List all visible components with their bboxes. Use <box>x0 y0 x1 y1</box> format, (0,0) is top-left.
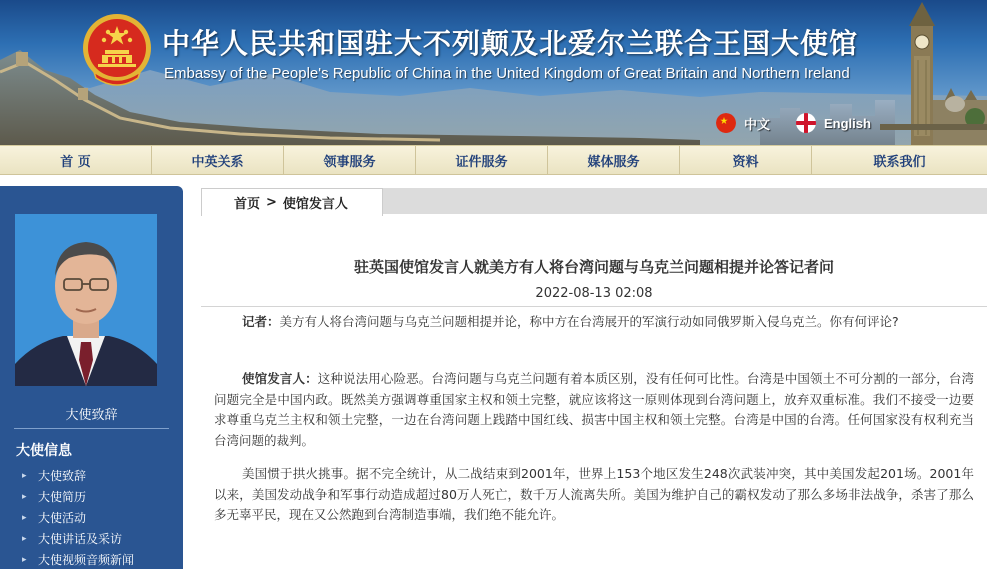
speaker-label-spokesperson: 使馆发言人： <box>242 371 318 386</box>
paragraph-text: 这种说法用心险恶。台湾问题与乌克兰问题有着本质区别，没有任何可比性。台湾是中国领土不可分割的一部分，台湾问题完全是中国内政。既然美方强调尊重国家主权和领土完整，就应该将这一原则体现到台湾问题上，放弃双重标准。我们不接受一边要求尊重乌克兰主权和领土完整，一边在台湾问题上践踏中国红线、损害中国主权和领土完整。台湾是中国的台湾。任何国家没有权利充当台湾问题的裁判。 <box>214 371 974 448</box>
national-emblem-icon <box>80 12 154 90</box>
sidebar-item-ambassador-speeches[interactable] <box>22 528 134 549</box>
bullet-icon: ▸ <box>22 470 27 481</box>
nav-item-document-services[interactable]: 证件服务 <box>416 146 548 174</box>
bullet-icon: ▸ <box>22 533 27 544</box>
nav-item-resources[interactable]: 资料 <box>680 146 812 174</box>
sidebar-item-label: 大使简历 <box>38 490 87 504</box>
lang-switch-chinese[interactable] <box>716 112 770 134</box>
article-paragraph-3 <box>214 464 974 526</box>
lang-label-english: English <box>824 115 871 131</box>
sidebar-section-title: 大使信息 <box>16 443 72 459</box>
sidebar-item-ambassador-media[interactable] <box>22 549 134 569</box>
article-divider <box>201 306 987 307</box>
sidebar-item-ambassador-message[interactable] <box>22 465 134 486</box>
nav-item-china-uk-relations[interactable]: 中英关系 <box>152 146 284 174</box>
sidebar-item-label: 大使活动 <box>38 511 87 525</box>
breadcrumb-home-link[interactable]: 首页 <box>234 197 261 212</box>
article-title: 驻英国使馆发言人就美方有人将台湾问题与乌克兰问题相提并论答记者问 <box>353 258 834 276</box>
sidebar-item-ambassador-resume[interactable] <box>22 486 134 507</box>
nav-item-consular-services[interactable]: 领事服务 <box>284 146 416 174</box>
sidebar-item-label: 大使讲话及采访 <box>38 532 123 546</box>
article-date: 2022-08-13 02:08 <box>535 286 653 301</box>
sidebar-divider <box>14 428 169 429</box>
header-banner <box>0 0 987 145</box>
speaker-label-reporter: 记者： <box>242 314 280 329</box>
paragraph-text: 美国惯于拱火挑事。据不完全统计，从二战结束到2001年，世界上153个地区发生248次武装冲突，其中美国发起201场。2001年以来，美国发动战争和军事行动造成超过80万人死亡，数千万人流离失所。美国为维护自己的霸权发动了那么多场非法战争，杀害了那么多无辜平民，现在又公然跑到台湾制造事端，我们绝不能允许。 <box>214 466 974 522</box>
china-flag-icon <box>716 113 736 133</box>
ambassador-caption[interactable]: 大使致辞 <box>65 408 118 423</box>
bullet-icon: ▸ <box>22 491 27 502</box>
sidebar-item-label: 大使视频音频新闻 <box>38 553 135 567</box>
bullet-icon: ▸ <box>22 512 27 523</box>
uk-flag-icon <box>796 113 816 133</box>
lang-label-chinese: 中文 <box>744 116 771 132</box>
lang-switch-english[interactable] <box>796 112 871 134</box>
paragraph-text: 美方有人将台湾问题与乌克兰问题相提并论，称中方在台湾展开的军演行动如同俄罗斯入侵乌克兰。你有何评论? <box>279 314 899 329</box>
nav-item-home[interactable]: 首 页 <box>0 146 152 174</box>
article-paragraph-2 <box>214 369 974 451</box>
breadcrumb <box>201 188 383 216</box>
sidebar-item-ambassador-activities[interactable] <box>22 507 134 528</box>
bullet-icon: ▸ <box>22 554 27 565</box>
breadcrumb-separator: > <box>266 195 277 210</box>
nav-item-media-services[interactable]: 媒体服务 <box>548 146 680 174</box>
embassy-title-en: Embassy of the People's Republic of China in the United Kingdom of Great Britain and Northern Ireland <box>164 65 850 82</box>
main-nav <box>0 145 987 175</box>
ambassador-portrait[interactable] <box>15 214 157 386</box>
sidebar-list <box>22 465 134 569</box>
embassy-title-cn: 中华人民共和国驻大不列颠及北爱尔兰联合王国大使馆 <box>162 27 859 60</box>
nav-item-contact-us[interactable]: 联系我们 <box>873 154 926 170</box>
article-paragraph-1 <box>214 312 974 333</box>
sidebar <box>0 186 183 569</box>
breadcrumb-current[interactable]: 使馆发言人 <box>282 197 348 212</box>
sidebar-item-label: 大使致辞 <box>38 469 87 483</box>
